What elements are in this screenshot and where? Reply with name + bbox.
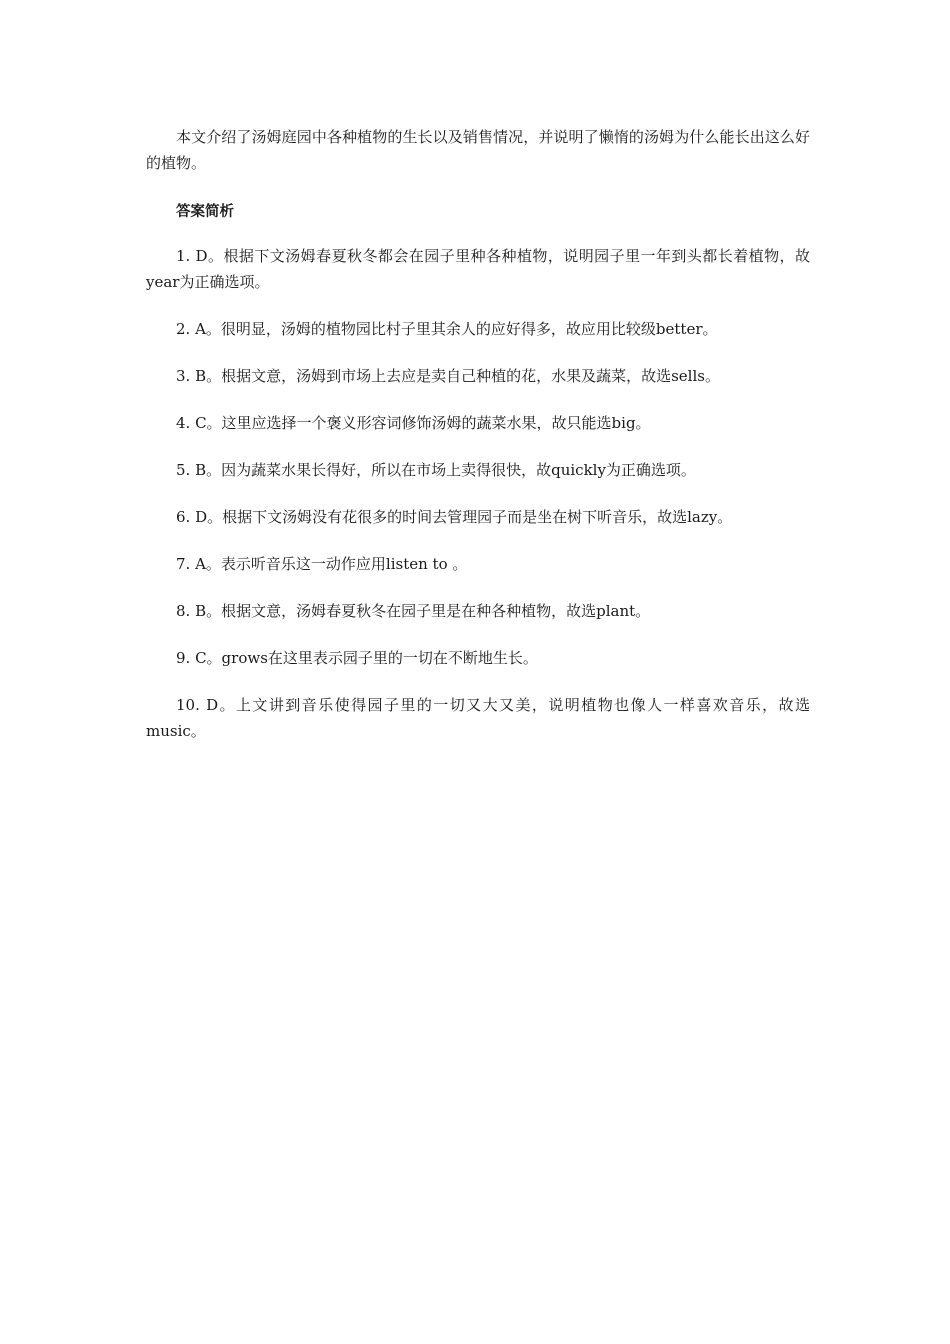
answer-item-10: 10. D。上文讲到音乐使得园子里的一切又大又美，说明植物也像人一样喜欢音乐，故选music。 [146,696,810,740]
summary-paragraph: 本文介绍了汤姆庭园中各种植物的生长以及销售情况，并说明了懒惰的汤姆为什么能长出这么好的植物。 [146,128,810,172]
answer-item-5: 5. B。因为蔬菜水果长得好，所以在市场上卖得很快，故quickly为正确选项。 [176,461,696,479]
document-page [146,124,810,765]
answer-list [146,243,810,744]
answer-item-4: 4. C。这里应选择一个褒义形容词修饰汤姆的蔬菜水果，故只能选big。 [176,414,651,432]
answer-analysis-heading: 答案简析 [176,204,234,220]
answer-item-9: 9. C。grows在这里表示园子里的一切在不断地生长。 [176,649,538,667]
answer-item-7: 7. A。表示听音乐这一动作应用listen to 。 [176,555,468,573]
answer-item-8: 8. B。根据文意，汤姆春夏秋冬在园子里是在种各种植物，故选plant。 [176,602,651,620]
answer-item-6: 6. D。根据下文汤姆没有花很多的时间去管理园子而是坐在树下听音乐，故选lazy。 [176,508,733,526]
answer-item-2: 2. A。很明显，汤姆的植物园比村子里其余人的应好得多，故应用比较级better。 [176,320,718,338]
answer-item-1: 1. D。根据下文汤姆春夏秋冬都会在园子里种各种植物，说明园子里一年到头都长着植物，故year为正确选项。 [146,247,810,291]
answer-item-3: 3. B。根据文意，汤姆到市场上去应是卖自己种植的花，水果及蔬菜，故选sells。 [176,367,720,385]
